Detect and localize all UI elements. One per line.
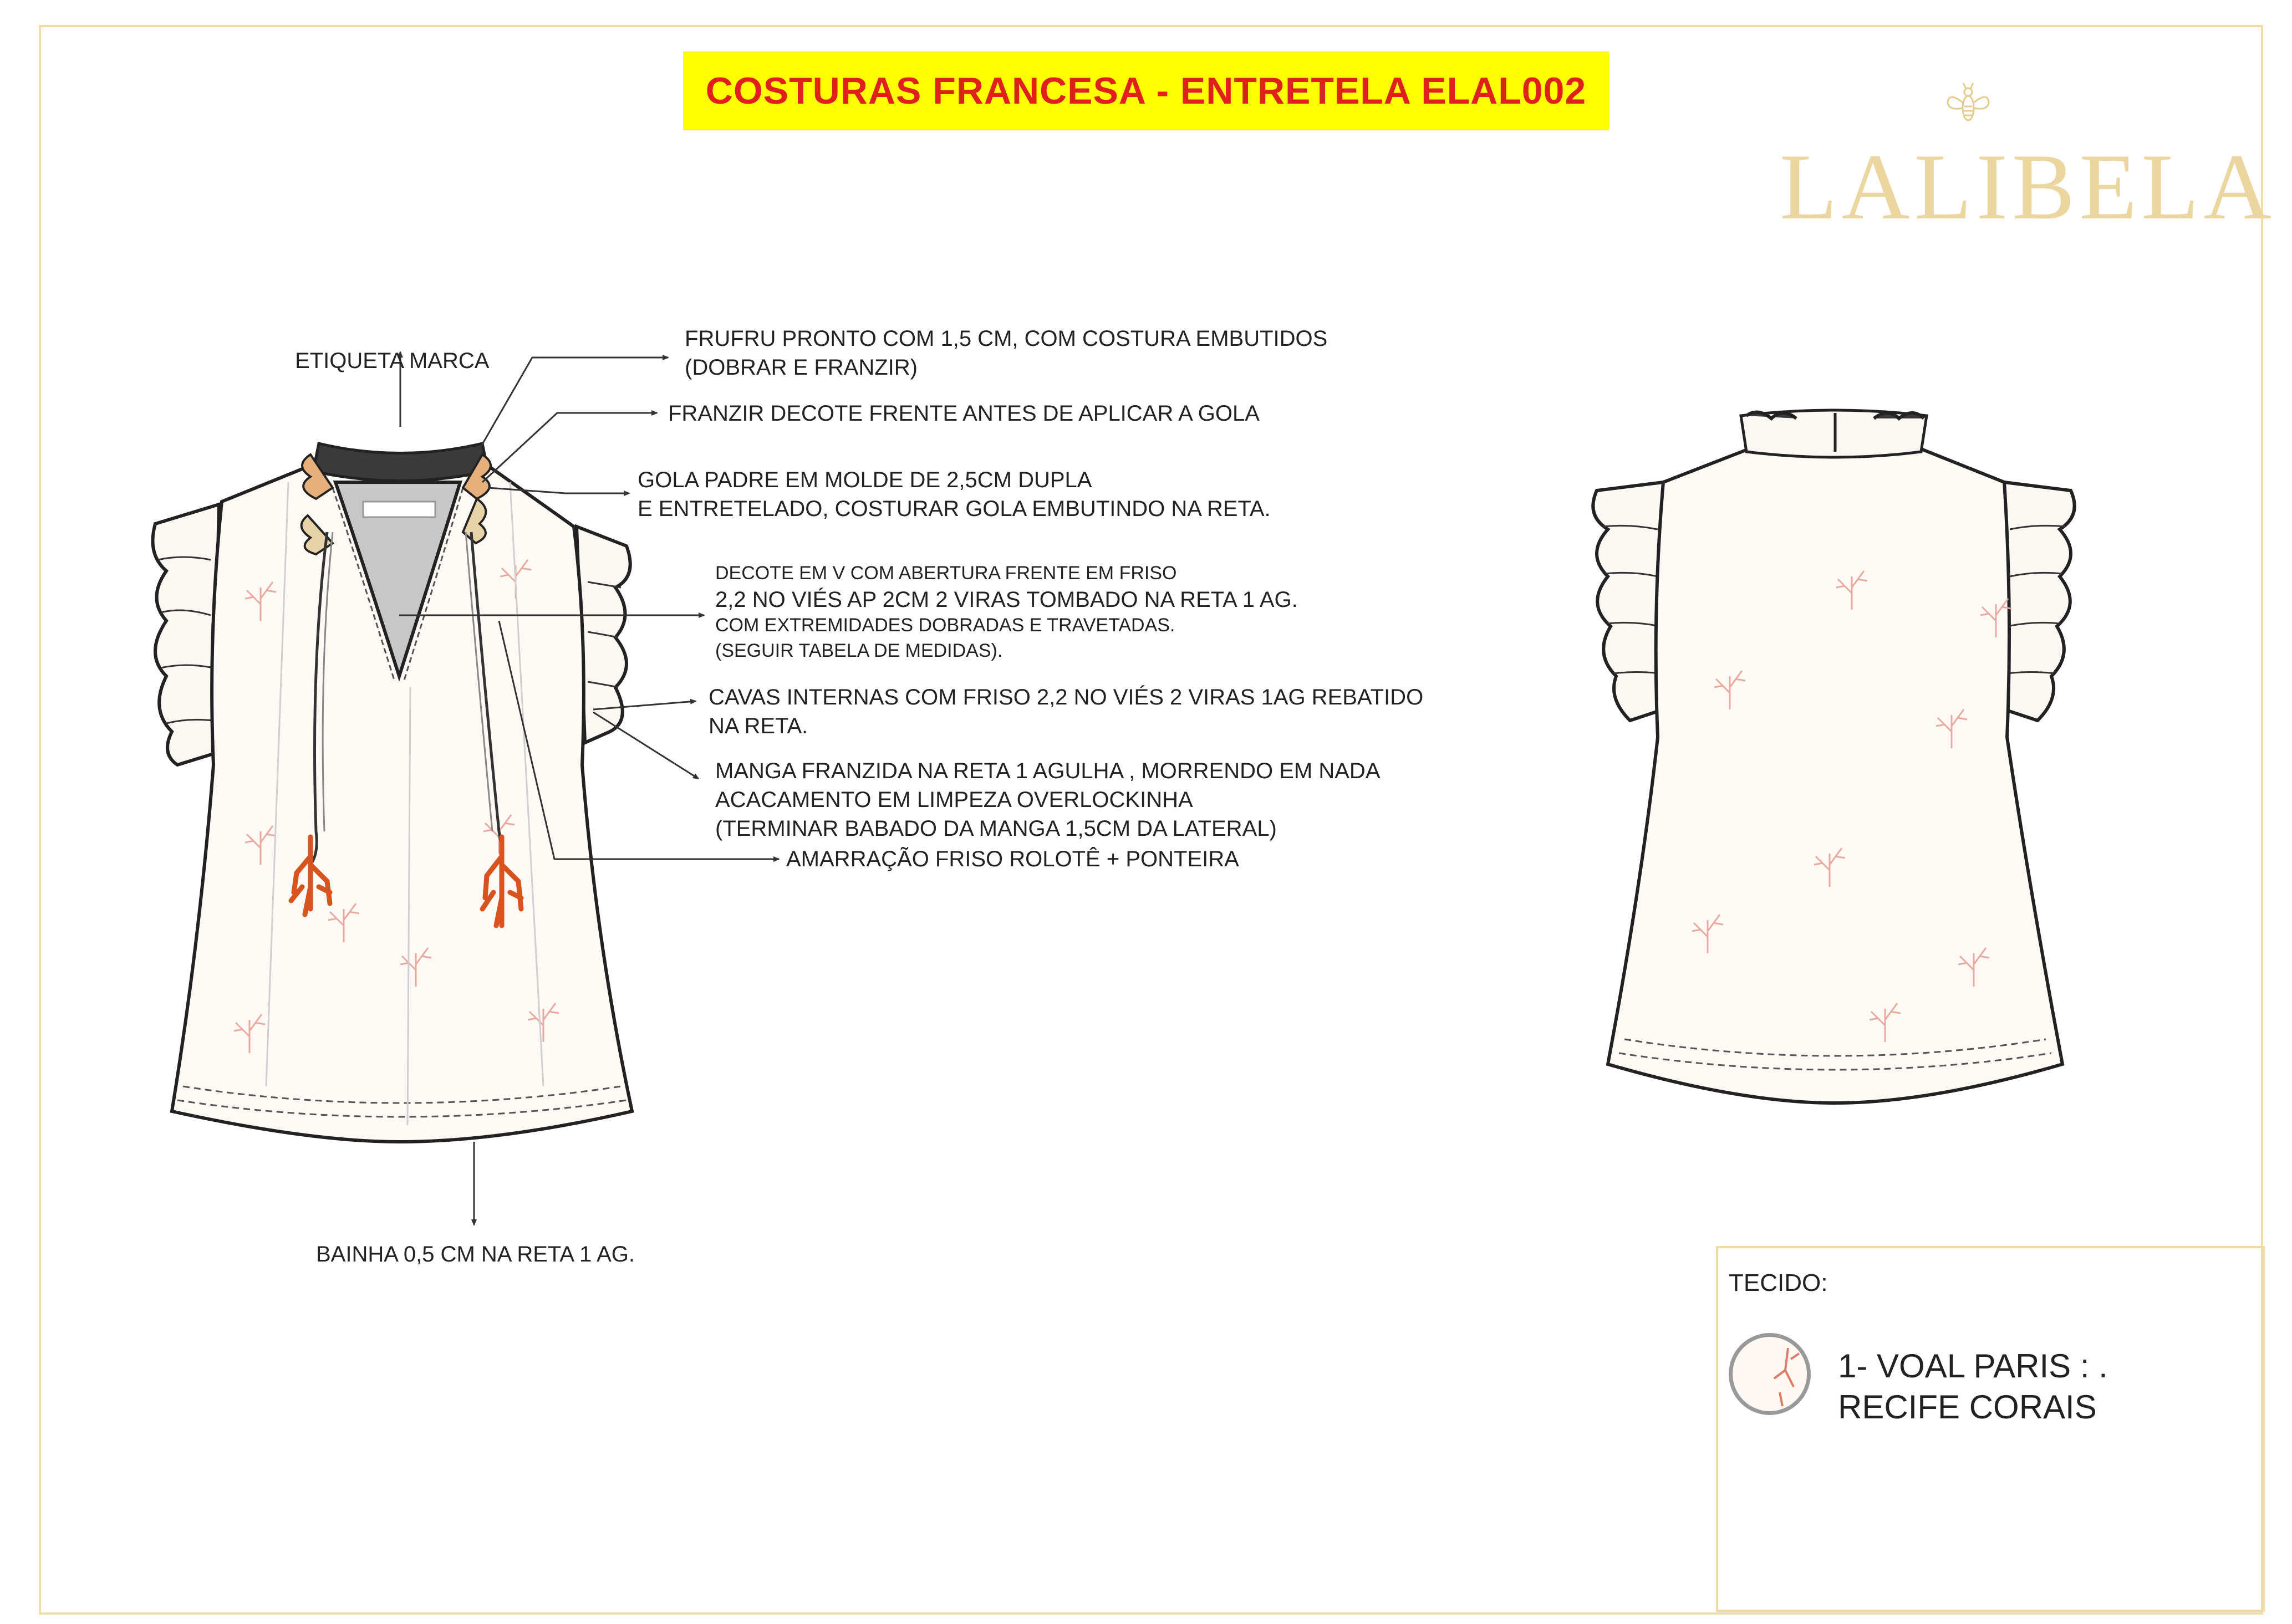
fabric-name — [1838, 1346, 2108, 1428]
label-manga-3: (TERMINAR BABADO DA MANGA 1,5CM DA LATERAL) — [715, 816, 1277, 841]
label-frufru-2: (DOBRAR E FRANZIR) — [685, 355, 918, 380]
back-right-ruffle — [2004, 482, 2075, 721]
label-cavas-1: CAVAS INTERNAS COM FRISO 2,2 NO VIÉS 2 VIRAS 1AG REBATIDO — [709, 685, 1424, 709]
front-view — [153, 443, 633, 1142]
fabric-name-line-2: RECIFE CORAIS — [1838, 1388, 2097, 1426]
front-collar — [313, 443, 488, 481]
label-frufru-1: FRUFRU PRONTO COM 1,5 CM, COM COSTURA EMBUTIDOS — [685, 326, 1328, 351]
back-body — [1608, 443, 2062, 1103]
page-title: COSTURAS FRANCESA - ENTRETELA ELAL002 — [705, 70, 1587, 112]
label-franzir: FRANZIR DECOTE FRENTE ANTES DE APLICAR A GOLA — [668, 401, 1260, 426]
fabric-name-line-1: 1- VOAL PARIS : . — [1838, 1347, 2108, 1385]
fabric-swatch-icon — [1729, 1333, 1811, 1415]
label-decote-1: DECOTE EM V COM ABERTURA FRENTE EM FRISO — [715, 563, 1177, 584]
label-decote-4: (SEGUIR TABELA DE MEDIDAS). — [715, 640, 1003, 661]
label-gola-1: GOLA PADRE EM MOLDE DE 2,5CM DUPLA — [638, 468, 1092, 492]
brand-logo: LALIBELA — [1780, 135, 2276, 239]
label-decote-3: COM EXTREMIDADES DOBRADAS E TRAVETADAS. — [715, 615, 1175, 636]
back-view — [1593, 410, 2074, 1103]
fabric-label: TECIDO: — [1729, 1269, 1828, 1296]
label-amarracao: AMARRAÇÃO FRISO ROLOTÊ + PONTEIRA — [786, 847, 1239, 871]
label-manga-1: MANGA FRANZIDA NA RETA 1 AGULHA , MORRENDO EM NADA — [715, 759, 1381, 783]
label-bainha: BAINHA 0,5 CM NA RETA 1 AG. — [316, 1242, 635, 1266]
label-etiqueta-marca: ETIQUETA MARCA — [295, 349, 490, 373]
label-decote-2: 2,2 NO VIÉS AP 2CM 2 VIRAS TOMBADO NA RETA 1 AG. — [715, 588, 1298, 612]
fabric-panel — [1716, 1246, 2265, 1612]
label-cavas-2: NA RETA. — [709, 714, 808, 738]
label-manga-2: ACACAMENTO EM LIMPEZA OVERLOCKINHA — [715, 788, 1193, 812]
back-left-ruffle — [1593, 482, 1663, 721]
label-gola-2: E ENTRETELADO, COSTURAR GOLA EMBUTINDO NA RETA. — [638, 497, 1271, 521]
front-left-ruffle — [153, 504, 220, 765]
